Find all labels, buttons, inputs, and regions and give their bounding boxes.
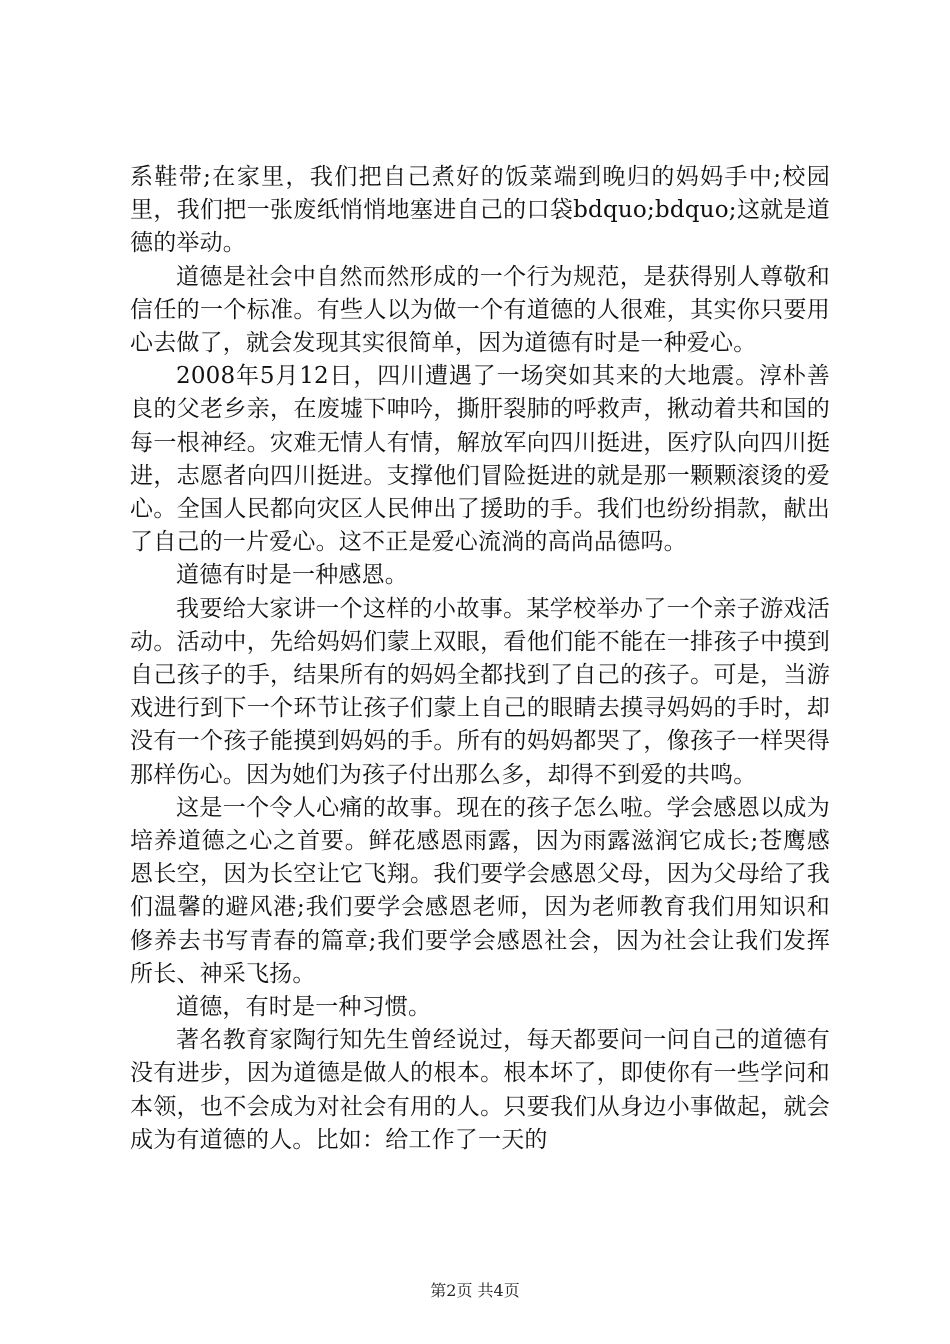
page-number-footer: 第2页 共4页 <box>430 1281 520 1300</box>
paragraph-7: 道德，有时是一种习惯。 <box>176 994 432 1021</box>
paragraph-3: 2008年5月12日，四川遭遇了一场突如其来的大地震。淳朴善良的父老乡亲，在废墟下呻吟，撕肝裂肺的呼救声，揪动着共和国的每一根神经。灾难无情人有情，解放军向四川挺进，医疗队向四川挺进，志愿者向四川挺进。支撑他们冒险挺进的就是那一颗颗滚烫的爱心。全国人民都向灾区人民伸出了援助的手。我们也纷纷捐款，献出了自己的一片爱心。这不正是爱心流淌的高尚品德吗。 <box>130 363 830 556</box>
paragraph-2: 道德是社会中自然而然形成的一个行为规范，是获得别人尊敬和信任的一个标准。有些人以为做一个有道德的人很难，其实你只要用心去做了，就会发现其实很简单，因为道德有时是一种爱心。 <box>130 263 830 357</box>
paragraph-8: 著名教育家陶行知先生曾经说过，每天都要问一问自己的道德有没有进步，因为道德是做人的根本。根本坏了，即使你有一些学问和本领，也不会成为对社会有用的人。只要我们从身边小事做起，就会成为有道德的人。比如：给工作了一天的 <box>130 1027 830 1153</box>
document-body <box>130 161 830 1157</box>
paragraph-6: 这是一个令人心痛的故事。现在的孩子怎么啦。学会感恩以成为培养道德之心之首要。鲜花感恩雨露，因为雨露滋润它成长;苍鹰感恩长空，因为长空让它飞翔。我们要学会感恩父母，因为父母给了我们温馨的避风港;我们要学会感恩老师，因为老师教育我们用知识和修养去书写青春的篇章;我们要学会感恩社会，因为社会让我们发挥所长、神采飞扬。 <box>130 794 830 987</box>
paragraph-5: 我要给大家讲一个这样的小故事。某学校举办了一个亲子游戏活动。活动中，先给妈妈们蒙上双眼，看他们能不能在一排孩子中摸到自己孩子的手，结果所有的妈妈全都找到了自己的孩子。可是，当游戏进行到下一个环节让孩子们蒙上自己的眼睛去摸寻妈妈的手时，却没有一个孩子能摸到妈妈的手。所有的妈妈都哭了，像孩子一样哭得那样伤心。因为她们为孩子付出那么多，却得不到爱的共鸣。 <box>130 595 830 788</box>
paragraph-4: 道德有时是一种感恩。 <box>176 562 408 589</box>
paragraph-1: 系鞋带;在家里，我们把自己煮好的饭菜端到晚归的妈妈手中;校园里，我们把一张废纸悄悄地塞进自己的口袋bdquo;bdquo;这就是道德的举动。 <box>130 164 830 257</box>
